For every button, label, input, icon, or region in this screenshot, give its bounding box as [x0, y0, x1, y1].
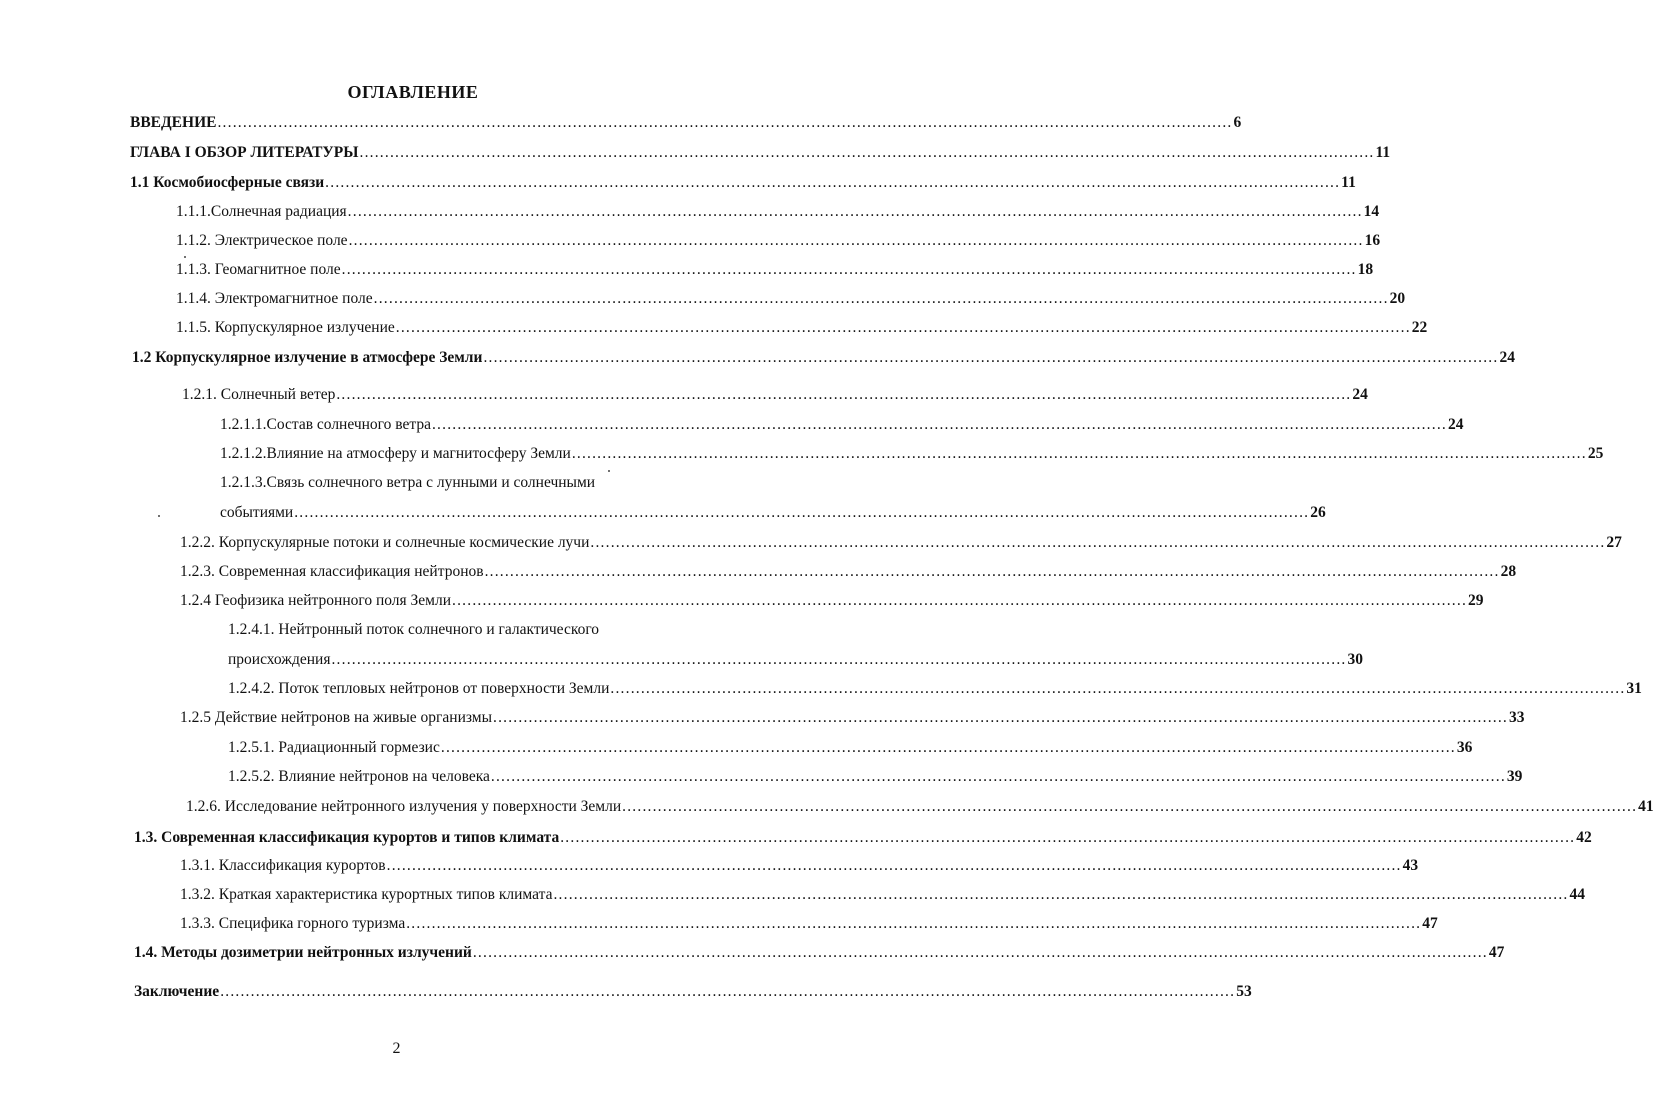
toc-title: ОГЛАВЛЕНИЕ [347, 82, 479, 102]
toc-entry[interactable] [182, 386, 1368, 406]
toc-entry-label: 1.2.1.3.Связь солнечного ветра с лунными и солнечными [220, 474, 596, 491]
toc-entry[interactable] [130, 144, 1391, 164]
toc-entry-page: 6 [1233, 114, 1242, 131]
toc-entry-label: 1.2 Корпускулярное излучение в атмосфере Земли [132, 349, 483, 366]
toc-entry[interactable] [176, 203, 1380, 223]
toc-entry[interactable] [180, 709, 1525, 729]
toc-entry[interactable] [134, 944, 1505, 964]
toc-entry[interactable] [228, 680, 1642, 700]
toc-entry-page: 27 [1606, 534, 1622, 551]
toc-entry[interactable] [180, 857, 1419, 877]
toc-entry-page: 43 [1402, 857, 1419, 874]
dot-leader: ........................................................................................................................................................................................................ [483, 349, 1499, 366]
dot-leader: ........................................................................................................................................................................................................ [406, 915, 1422, 932]
dot-leader: ........................................................................................................................................................................................................ [217, 114, 1233, 131]
dot-leader: ........................................................................................................................................................................................................ [347, 203, 1363, 220]
toc-entry[interactable] [130, 174, 1356, 194]
scan-speck [608, 470, 610, 472]
toc-entry-page: 24 [1352, 386, 1368, 403]
toc-entry-page: 24 [1447, 416, 1464, 433]
dot-leader: ........................................................................................................................................................................................................ [560, 829, 1576, 846]
toc-entry-label: ВВЕДЕНИЕ [130, 114, 217, 131]
toc-entry-page: 39 [1506, 768, 1523, 785]
toc-entry[interactable] [220, 445, 1604, 465]
toc-entry-page: 25 [1587, 445, 1604, 462]
dot-leader: ........................................................................................................................................................................................................ [622, 798, 1638, 815]
dot-leader: ........................................................................................................................................................................................................ [395, 319, 1411, 336]
toc-entry[interactable] [176, 232, 1381, 252]
toc-entry-continuation: происхождения [228, 651, 331, 668]
dot-leader: ........................................................................................................................................................................................................ [452, 592, 1468, 609]
dot-leader: ........................................................................................................................................................................................................ [571, 445, 1587, 462]
toc-entry-label: ГЛАВА I ОБЗОР ЛИТЕРАТУРЫ [130, 144, 359, 161]
toc-entry[interactable] [220, 416, 1464, 436]
toc-entry-label: 1.1.2. Электрическое поле [176, 232, 348, 249]
dot-leader: ........................................................................................................................................................................................................ [294, 504, 1310, 521]
dot-leader: ........................................................................................................................................................................................................ [341, 261, 1357, 278]
toc-entry[interactable] [180, 915, 1438, 935]
toc-entry[interactable] [180, 592, 1484, 612]
dot-leader: ........................................................................................................................................................................................................ [331, 651, 1347, 668]
toc-entry[interactable] [134, 983, 1252, 1003]
toc-entry-page: 11 [1375, 144, 1391, 161]
dot-leader: ........................................................................................................................................................................................................ [359, 144, 1375, 161]
scan-speck [158, 515, 160, 517]
toc-entry-label: 1.3.2. Краткая характеристика курортных типов климата [180, 886, 553, 903]
toc-entry[interactable] [228, 651, 1363, 671]
toc-entry-page: 14 [1363, 203, 1380, 220]
toc-entry-page: 20 [1389, 290, 1406, 307]
toc-entry-label: 1.2.3. Современная классификация нейтронов [180, 563, 484, 580]
toc-entry-label: Заключение [134, 983, 220, 1000]
toc-entry-page: 18 [1357, 261, 1374, 278]
toc-entry[interactable] [186, 798, 1654, 818]
toc-entry-page: 11 [1341, 174, 1356, 191]
toc-entry-label: 1.2.5 Действие нейтронов на живые организмы [180, 709, 492, 726]
toc-entry-label: 1.2.1. Солнечный ветер [182, 386, 336, 403]
toc-entry-page: 41 [1638, 798, 1654, 815]
toc-entry-continuation: событиями [220, 504, 294, 521]
toc-entry[interactable] [176, 290, 1406, 310]
toc-entry-label: 1.2.4.1. Нейтронный поток солнечного и галактического [228, 621, 600, 638]
toc-entry[interactable] [180, 563, 1517, 583]
dot-leader: ........................................................................................................................................................................................................ [431, 416, 1447, 433]
toc-entry-page: 29 [1468, 592, 1484, 609]
toc-entry-label: 1.1.3. Геомагнитное поле [176, 261, 341, 278]
toc-entry-label: 1.1.1.Солнечная радиация [176, 203, 347, 220]
dot-leader: ........................................................................................................................................................................................................ [484, 563, 1500, 580]
scan-speck [184, 256, 186, 258]
toc-entry[interactable] [130, 114, 1242, 134]
dot-leader: ........................................................................................................................................................................................................ [325, 174, 1341, 191]
toc-entry-page: 36 [1456, 739, 1473, 756]
toc-entry-label: 1.2.5.1. Радиационный гормезис [228, 739, 440, 756]
toc-entry-page: 44 [1569, 886, 1585, 903]
dot-leader: ........................................................................................................................................................................................................ [220, 983, 1236, 1000]
dot-leader: ........................................................................................................................................................................................................ [348, 232, 1364, 249]
toc-entry[interactable] [180, 534, 1622, 554]
dot-leader: ........................................................................................................................................................................................................ [490, 768, 1506, 785]
dot-leader: ........................................................................................................................................................................................................ [336, 386, 1352, 403]
toc-entry-label: 1.2.4.2. Поток тепловых нейтронов от поверхности Земли [228, 680, 610, 697]
toc-entry-page: 47 [1422, 915, 1438, 932]
toc-entry-label: 1.2.6. Исследование нейтронного излучения у поверхности Земли [186, 798, 622, 815]
toc-entry[interactable] [228, 739, 1473, 759]
toc-entry[interactable] [220, 504, 1326, 524]
toc-entry-page: 22 [1411, 319, 1428, 336]
toc-entry[interactable] [176, 319, 1428, 339]
toc-entry[interactable] [134, 829, 1592, 849]
toc-entry-page: 30 [1347, 651, 1363, 668]
toc-entry-label: 1.2.1.1.Состав солнечного ветра [220, 416, 431, 433]
toc-entry-page: 31 [1626, 680, 1642, 697]
toc-entry[interactable] [176, 261, 1374, 281]
toc-entry-label: 1.1.5. Корпускулярное излучение [176, 319, 395, 336]
toc-entry-page: 42 [1576, 829, 1592, 846]
toc-entry-label: 1.3. Современная классификация курортов и типов климата [134, 829, 560, 846]
dot-leader: ........................................................................................................................................................................................................ [610, 680, 1626, 697]
toc-entry-label: 1.2.1.2.Влияние на атмосферу и магнитосферу Земли [220, 445, 571, 462]
toc-entry-page: 24 [1499, 349, 1515, 366]
toc-entry[interactable] [180, 886, 1585, 906]
toc-entry[interactable] [228, 768, 1523, 788]
toc-entry-page: 33 [1509, 709, 1525, 726]
toc-entry-label: 1.2.4 Геофизика нейтронного поля Земли [180, 592, 452, 609]
toc-entry-label: 1.2.5.2. Влияние нейтронов на человека [228, 768, 490, 785]
toc-entry-label: 1.4. Методы дозиметрии нейтронных излучений [134, 944, 472, 961]
toc-entry-label: 1.3.3. Специфика горного туризма [180, 915, 406, 932]
page-number: 2 [392, 1040, 401, 1057]
toc-entry-page: 28 [1500, 563, 1517, 580]
toc-entry-label: 1.2.2. Корпускулярные потоки и солнечные космические лучи [180, 534, 590, 551]
toc-entry-page: 26 [1310, 504, 1326, 521]
dot-leader: ........................................................................................................................................................................................................ [386, 857, 1402, 874]
dot-leader: ........................................................................................................................................................................................................ [553, 886, 1569, 903]
dot-leader: ........................................................................................................................................................................................................ [590, 534, 1606, 551]
dot-leader: ........................................................................................................................................................................................................ [493, 709, 1508, 726]
dot-leader: ........................................................................................................................................................................................................ [440, 739, 1456, 756]
toc-entry-page: 16 [1364, 232, 1381, 249]
toc-entry-page: 47 [1488, 944, 1505, 961]
toc-entry-page: 53 [1236, 983, 1252, 1000]
toc-entry-label: 1.3.1. Классификация курортов [180, 857, 386, 874]
dot-leader: ........................................................................................................................................................................................................ [373, 290, 1389, 307]
toc-entry-label: 1.1.4. Электромагнитное поле [176, 290, 373, 307]
toc-entry[interactable] [132, 349, 1515, 369]
dot-leader: ........................................................................................................................................................................................................ [472, 944, 1488, 961]
toc-entry-label: 1.1 Космобиосферные связи [130, 174, 325, 191]
